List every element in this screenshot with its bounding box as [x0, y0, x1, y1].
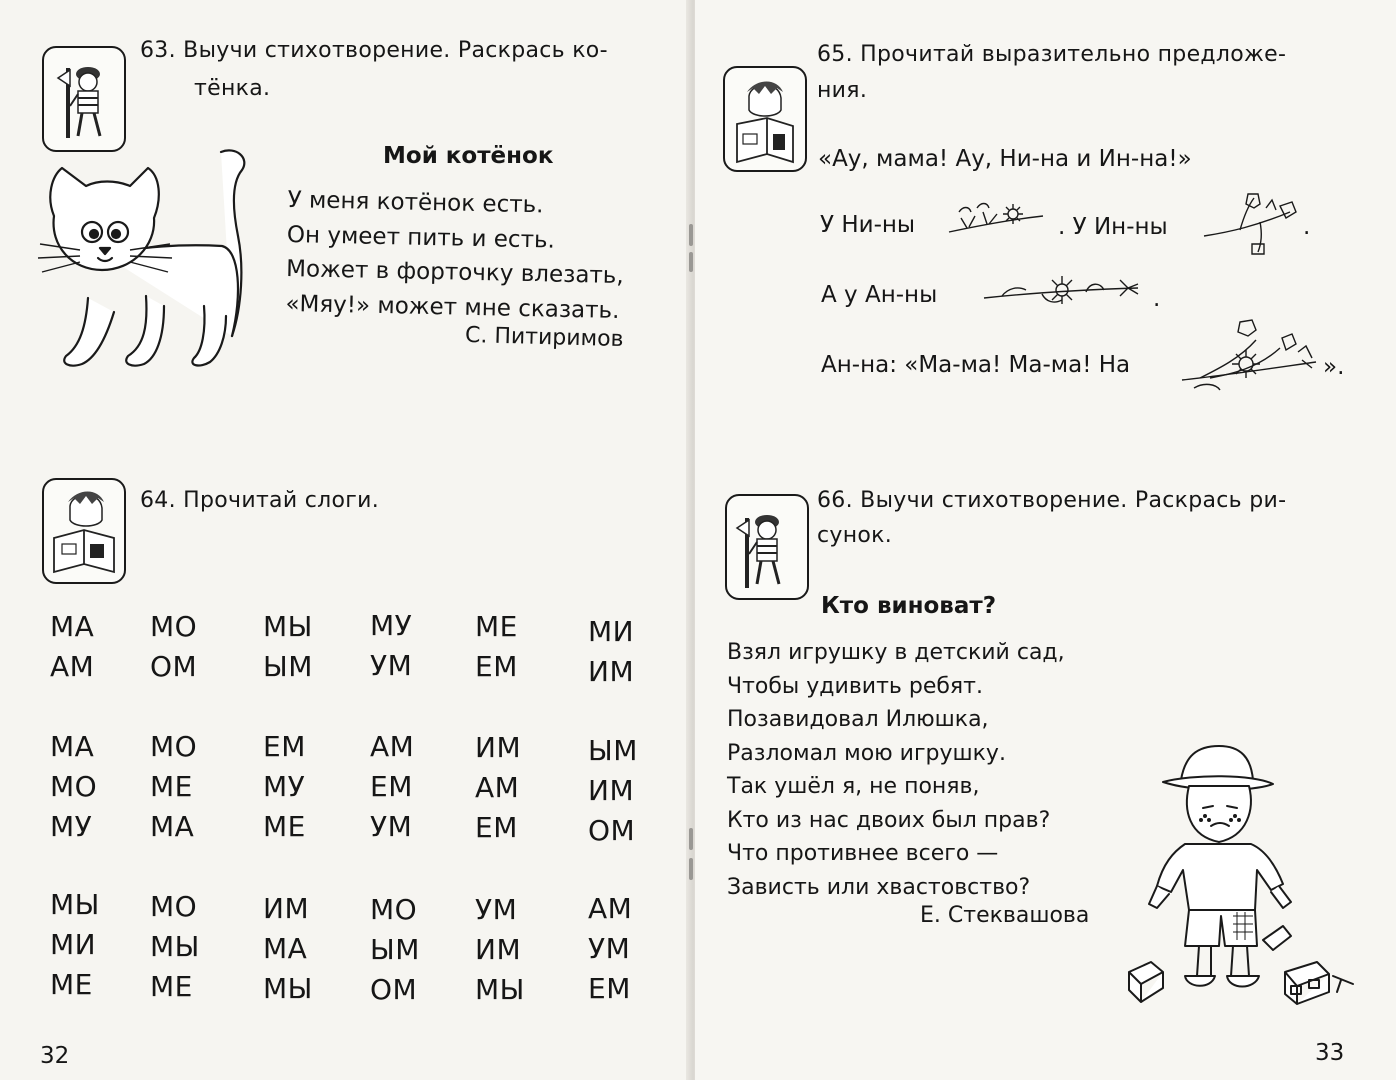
syllable: МЫ [50, 888, 100, 921]
poem-1-author: С. Питиримов [464, 322, 624, 353]
syllable: МО [150, 730, 198, 763]
boy-with-flag-icon [42, 46, 126, 152]
sentence-1: «Ау, мама! Ау, Ни-на и Ин-на!» [818, 146, 1192, 172]
bellflower-sprig-icon [1200, 192, 1300, 256]
poem-1-line-2: Он умеет пить и есть. [286, 221, 556, 254]
syllable: ЕМ [588, 972, 631, 1005]
syllable: УМ [370, 649, 413, 682]
page-number-left: 32 [40, 1043, 70, 1069]
syllable: ИМ [475, 731, 522, 764]
syllable: МУ [263, 770, 306, 803]
poem-1-line-4: «Мяу!» может мне сказать. [285, 290, 620, 324]
syllable: МЕ [475, 610, 518, 643]
syllable: МЕ [150, 970, 193, 1003]
poem-2-body [727, 636, 1065, 904]
sentence-4-part-1: Ан-на: «Ма-ма! Ма-ма! На [821, 352, 1131, 378]
syllable: АМ [50, 650, 95, 683]
task-64-text: 64. Прочитай слоги. [140, 488, 379, 513]
syllable: МО [150, 610, 198, 643]
syllable: МЫ [263, 972, 313, 1005]
syllable: МЫ [263, 610, 313, 643]
syllable: МЕ [150, 770, 193, 803]
syllable: АМ [475, 771, 520, 804]
poem-2-line-3: Позавидовал Илюшка, [727, 707, 989, 732]
syllable: МЫ [150, 930, 200, 963]
sad-boy-broken-toys-illustration [1123, 740, 1359, 1006]
syllable: ЕМ [370, 770, 413, 803]
task-66-line-2: сунок. [817, 523, 893, 548]
page-number-right: 33 [1315, 1040, 1345, 1066]
syllable: ЫМ [370, 933, 420, 966]
poem-1-line-3: Может в форточку влезать, [285, 255, 624, 290]
syllable: ОМ [370, 973, 418, 1006]
chamomile-sprig-icon [947, 192, 1047, 238]
sentence-2-part-1: У Ни-ны [820, 212, 916, 238]
poem-2-author: Е. Стеквашова [920, 903, 1090, 928]
syllable: ИМ [588, 655, 635, 688]
syllable: МЫ [475, 973, 525, 1006]
cat-illustration [36, 146, 258, 372]
syllable: МО [50, 770, 98, 803]
poem-1-line-1: У меня котёнок есть. [287, 186, 544, 219]
syllable: МА [50, 730, 95, 763]
task-63-line-2: тёнка. [194, 76, 271, 101]
poem-2-line-2: Чтобы удивить ребят. [727, 673, 983, 699]
syllable: ИМ [588, 774, 635, 807]
staple [689, 828, 693, 850]
task-65-line-1: 65. Прочитай выразительно предложе- [817, 42, 1287, 67]
syllable: ЕМ [263, 730, 306, 763]
syllable: АМ [370, 730, 415, 763]
poem-1-title: Мой котёнок [383, 143, 554, 169]
bouquet-icon [1180, 318, 1320, 398]
syllable: МЕ [50, 968, 93, 1001]
boy-reading-book-icon [42, 478, 126, 584]
syllable: МО [150, 890, 198, 923]
syllable: УМ [370, 810, 413, 843]
boy-reading-book-icon [723, 66, 807, 172]
syllable: МО [370, 893, 418, 926]
sentence-2-part-2: . У Ин-ны [1058, 214, 1168, 240]
poem-2-line-7: Что противнее всего — [727, 841, 999, 866]
syllable: МА [263, 932, 308, 965]
poem-2-line-1: Взял игрушку в детский сад, [727, 640, 1065, 665]
staple [689, 858, 693, 880]
poem-2-title: Кто виноват? [821, 593, 997, 619]
right-page [695, 0, 1396, 1080]
task-65-line-2: ния. [817, 78, 868, 103]
syllable: МА [50, 610, 95, 643]
syllable: МИ [50, 928, 97, 961]
poem-1-body [285, 183, 625, 328]
syllable: УМ [588, 932, 631, 965]
poem-2-line-5: Так ушёл я, не поняв, [727, 774, 980, 799]
syllable: ИМ [475, 933, 522, 966]
poem-2-line-4: Разломал мою игрушку. [727, 740, 1006, 766]
syllable: ЫМ [263, 650, 313, 683]
syllable: МЕ [263, 810, 306, 843]
task-63-line-1: 63. Выучи стихотворение. Раскрась ко- [140, 38, 608, 63]
sentence-4-part-2: ». [1323, 354, 1345, 380]
syllable: ИМ [263, 892, 310, 925]
syllable: АМ [588, 892, 633, 925]
syllable: МУ [50, 810, 93, 843]
left-page [0, 0, 690, 1080]
cornflower-sprig-icon [982, 268, 1142, 314]
poem-2-line-6: Кто из нас двоих был прав? [727, 807, 1051, 833]
syllable: МА [150, 810, 195, 843]
syllable: МИ [588, 615, 635, 648]
staple [689, 224, 693, 246]
syllable: МУ [370, 609, 413, 642]
syllable: УМ [475, 893, 518, 926]
sentence-3-part-1: А у Ан-ны [821, 282, 938, 308]
syllable: ЕМ [475, 811, 518, 844]
syllable: ОМ [150, 650, 198, 683]
syllable: ОМ [588, 814, 636, 847]
syllable: ЕМ [475, 650, 518, 683]
sentence-3-part-2: . [1153, 286, 1161, 312]
boy-with-flag-icon [725, 494, 809, 600]
staple [689, 252, 693, 272]
task-66-line-1: 66. Выучи стихотворение. Раскрась ри- [817, 488, 1287, 513]
poem-2-line-8: Зависть или хвастовство? [727, 874, 1031, 900]
sentence-2-part-3: . [1303, 214, 1311, 240]
syllable: ЫМ [588, 734, 638, 767]
